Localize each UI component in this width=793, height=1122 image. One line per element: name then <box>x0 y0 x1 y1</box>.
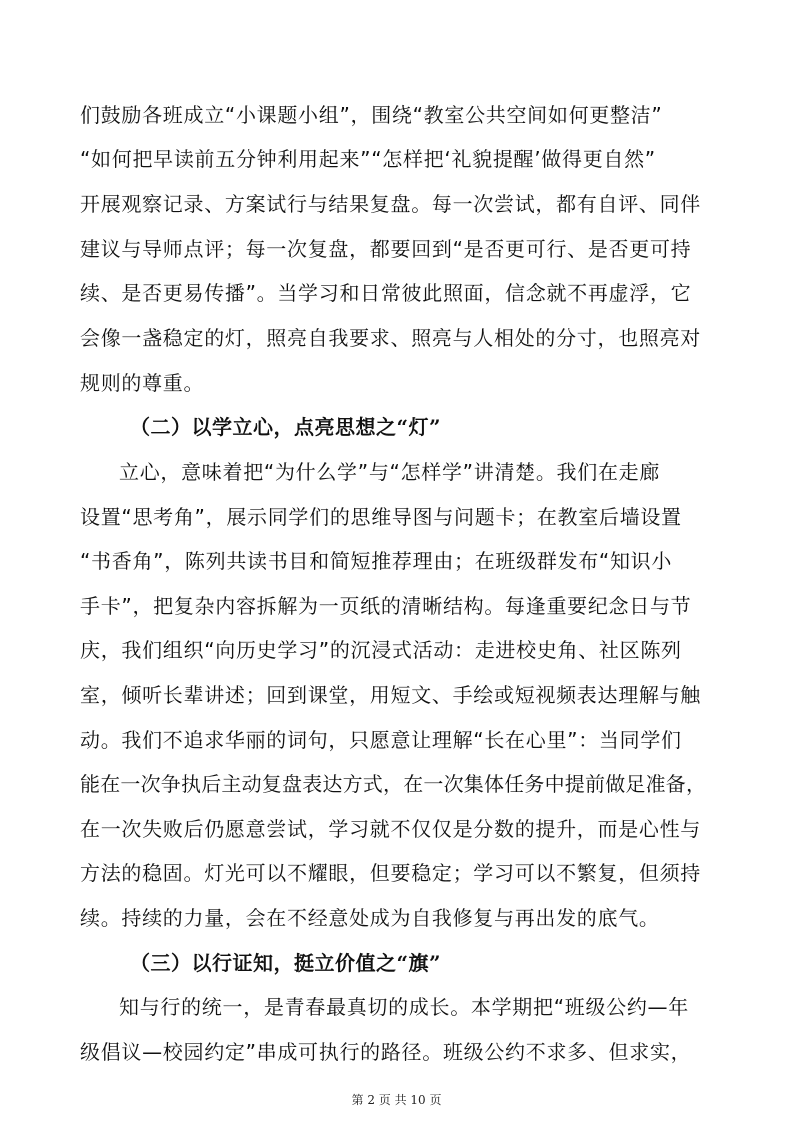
paragraph-line: 级倡议—校园约定”串成可执行的路径。班级公约不求多、但求实， <box>80 1040 692 1064</box>
paragraph-line: 庆，我们组织“向历史学习”的沉浸式活动：走进校史角、社区陈列 <box>80 638 682 662</box>
section-heading-3: （三）以行证知，挺立价值之“旗” <box>130 951 442 975</box>
paragraph-line: 方法的稳固。灯光可以不耀眼，但要稳定；学习可以不繁复，但须持 <box>80 861 701 885</box>
paragraph-line: 续、是否更易传播”。当学习和日常彼此照面，信念就不再虚浮，它 <box>80 281 692 305</box>
paragraph-line: 在一次失败后仍愿意尝试，学习就不仅仅是分数的提升，而是心性与 <box>80 817 701 841</box>
paragraph-line: 开展观察记录、方案试行与结果复盘。每一次尝试，都有自评、同伴 <box>80 192 701 216</box>
paragraph-line: 规则的尊重。 <box>80 371 205 395</box>
paragraph-line: 们鼓励各班成立“小课题小组”，围绕“教室公共空间如何更整洁” <box>80 103 663 127</box>
paragraph-line: “如何把早读前五分钟利用起来”“怎样把‘礼貌提醒’做得更自然” <box>80 147 656 171</box>
paragraph-line: 知与行的统一，是青春最真切的成长。本学期把“班级公约—年 <box>119 995 689 1019</box>
paragraph-line: 会像一盏稳定的灯，照亮自我要求、照亮与人相处的分寸，也照亮对 <box>80 326 701 350</box>
section-heading-2: （二）以学立心，点亮思想之“灯” <box>130 415 442 439</box>
paragraph-line: 动。我们不追求华丽的词句，只愿意让理解“长在心里”：当同学们 <box>80 728 682 752</box>
paragraph-line: 立心，意味着把“为什么学”与“怎样学”讲清楚。我们在走廊 <box>119 460 661 484</box>
page-footer: 第 2 页 共 10 页 <box>351 1093 442 1107</box>
paragraph-line: 续。持续的力量，会在不经意处成为自我修复与再出发的底气。 <box>80 906 660 930</box>
paragraph-line: 能在一次争执后主动复盘表达方式，在一次集体任务中提前做足准备， <box>80 772 707 796</box>
paragraph-line: 建议与导师点评；每一次复盘，都要回到“是否更可行、是否更可持 <box>80 237 692 261</box>
paragraph-line: “书香角”，陈列共读书目和简短推荐理由；在班级群发布“知识小 <box>80 549 673 573</box>
paragraph-line: 室，倾听长辈讲述；回到课堂，用短文、手绘或短视频表达理解与触 <box>80 683 701 707</box>
paragraph-line: 设置“思考角”，展示同学们的思维导图与问题卡；在教室后墙设置 <box>80 505 682 529</box>
paragraph-line: 手卡”，把复杂内容拆解为一页纸的清晰结构。每逢重要纪念日与节 <box>80 594 692 618</box>
